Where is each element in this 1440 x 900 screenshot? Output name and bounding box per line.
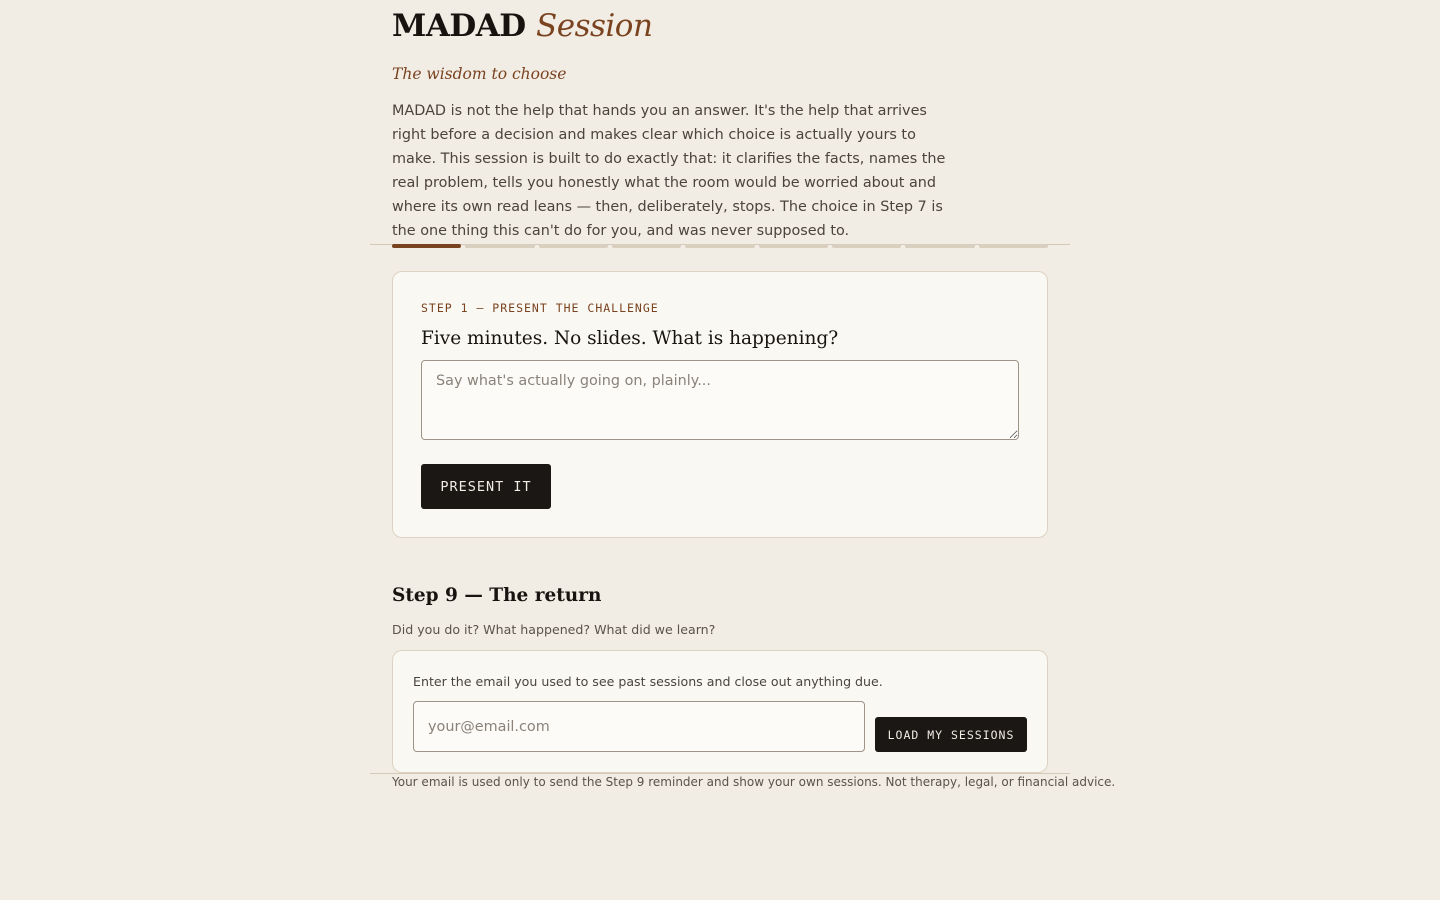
email-input[interactable] xyxy=(413,701,865,752)
title-main: MADAD xyxy=(392,8,526,44)
sessions-card-text: Enter the email you used to see past sessions and close out anything due. xyxy=(413,674,883,689)
challenge-input[interactable] xyxy=(421,360,1019,440)
page-title xyxy=(392,8,652,44)
progress-segment-5 xyxy=(685,244,754,248)
progress-segment-2 xyxy=(465,244,534,248)
progress-segment-6 xyxy=(759,244,828,248)
footer-note: Your email is used only to send the Step 9 reminder and show your own sessions. Not therapy, legal, or financial advice. xyxy=(392,775,1116,789)
present-it-button[interactable]: PRESENT IT xyxy=(421,464,551,509)
return-section-subtitle: Did you do it? What happened? What did we learn? xyxy=(392,622,716,637)
progress-segment-4 xyxy=(612,244,681,248)
progress-segment-9 xyxy=(979,244,1048,248)
step-label: STEP 1 — PRESENT THE CHALLENGE xyxy=(421,301,659,315)
step-question: Five minutes. No slides. What is happening? xyxy=(421,328,839,349)
title-accent: Session xyxy=(535,8,653,44)
step-card xyxy=(392,271,1048,538)
step-progress-bar xyxy=(392,244,1048,249)
intro-paragraph: MADAD is not the help that hands you an answer. It's the help that arrives right before a decision and makes clear which choice is actually yours to make. This session is built to do exactly that: it clarifies the facts, names the real problem, tells you honestly what the room would be worried about and where its own read leans — then, deliberately, stops. The choice in Step 7 is the one thing this can't do for you, and was never supposed to. xyxy=(392,103,946,239)
progress-segment-3 xyxy=(539,244,608,248)
progress-segment-7 xyxy=(832,244,901,248)
divider-bottom xyxy=(370,773,1070,774)
progress-segment-1 xyxy=(392,244,461,248)
tagline: The wisdom to choose xyxy=(392,65,567,83)
progress-segment-8 xyxy=(905,244,974,248)
return-section-title: Step 9 — The return xyxy=(392,585,602,606)
sessions-card xyxy=(392,650,1048,773)
load-sessions-button[interactable]: LOAD MY SESSIONS xyxy=(875,717,1027,752)
